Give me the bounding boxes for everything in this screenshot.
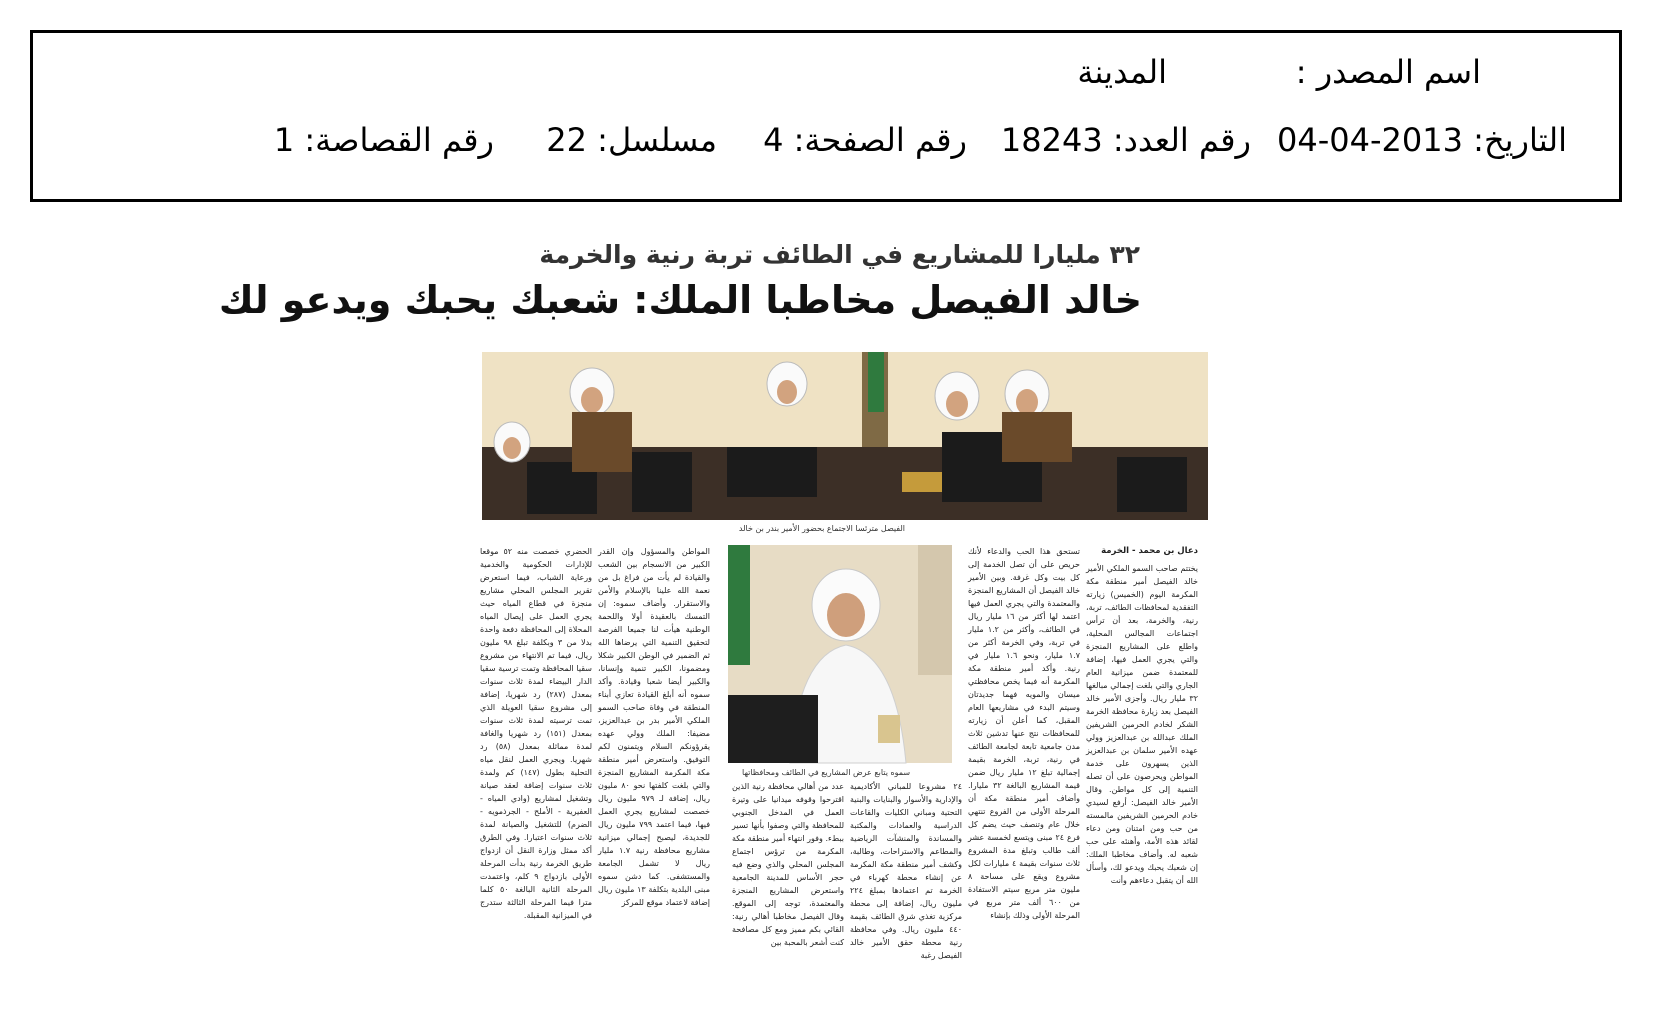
serial-field: مسلسل: 22	[546, 121, 717, 159]
article-column-1-text: يختتم صاحب السمو الملكي الأمير خالد الفيصل أمير منطقة مكة المكرمة اليوم (الخميس) زيارته التفقدية لمحافظات الطائف، تربة، رنية، والخرمة، بعد أن ترأس اجتماعات المجالس المحلية، واطلع على المشاريع المنجزة والتي يجري العمل فيها، إضافة للمعتمدة ضمن ميزانية العام الجاري والتي بلغت إجمالي مبالغها ٣٢ مليار ريال. وأجزى الأمير خالد الفيصل بعد زيارة محافظة الخرمة الشكر لخادم الحرمين الشريفين الملك عبدالله بن عبدالعزيز وولي عهده الأمير سلمان بن عبدالعزيز الذين يسهرون على خدمة المواطن ويحرصون على أن تصله التنمية إلى كل مواطن. وقال الأمير خالد الفيصل: أرفع لسيدي خادم الحرمين الشريفين مالمسته من حب ومن امتنان ومن دعاء لقائد هذه الأمة، وأهنئه على حب شعبه له. وأضاف مخاطبا الملك: إن شعبك يحبك ويدعو لك، وأسأل الله أن يتقبل دعاءهم وأنت	[1086, 564, 1198, 885]
article-headline: خالد الفيصل مخاطبا الملك: شعبك يحبك ويدعو لك	[218, 278, 1142, 322]
article-column-3	[850, 780, 962, 1030]
clipping-metadata-box	[30, 30, 1622, 202]
date-field: التاريخ: 2013-04-04	[1277, 121, 1567, 159]
meeting-photo	[482, 352, 1208, 520]
governor-inset-illustration	[728, 545, 952, 763]
article-column-6	[480, 545, 592, 1030]
article-column-3-text: ٢٤ مشروعا للمباني الأكاديمية والإدارية والأسوار والبنايات والبنية التحتية ومباني الكليات والقاعات الدراسية والعمادات والمكتبة والمساندة والمنشآت الرياضية والمطاعم والاستراحات، وطالبة، وكشف أمير منطقة مكة المكرمة عن إنشاء محطة كهرباء في الخرمة تم اعتمادها بمبلغ ٢٢٤ مليون ريال، إضافة إلى محطة مركزية تغذي شرق الطائف بقيمة ٤٤٠ مليون ريال. وفي محافظة رنية محطة حقق الأمير خالد الفيصل رغبة	[850, 782, 962, 960]
governor-inset-photo	[728, 545, 952, 763]
article-column-6-text: الحضري خصصت منه ٥٢ موقعا للإدارات الحكومية والخدمية ورعاية الشباب، فيما استعرض تقرير المجلس المحلي مشاريع منجزة في قطاع المياه حيث يجري العمل على إيصال المياه المحلاة إلى المحافظة دفعة واحدة بدلا من ٣ وبكلفة تبلغ ٩٨ مليون ريال، فيما تم الانتهاء من مشروع سقيا المحافظة وتمت ترسية سقيا الدار البيضاء لمدة ثلاث سنوات بمعدل (٢٨٧) رد شهريا، إضافة إلى مشروع سقيا العويلة الذي تمت ترسيته لمدة ثلاث سنوات بمعدل (١٥١) رد شهريا والغافة لمدة مماثلة بمعدل (٥٨) رد شهريا. ويجري العمل لنقل مياه التحلية بطول (١٤٧) كم ولمدة ثلاث سنوات إضافة لعقد صيانة وتشغيل لمشاريع (وادي المياه - العفيرية - الأملح - الجرذمويه - الضرم) للتشغيل والصيانة لمدة ثلاث سنوات اعتبارا. وفي الطرق أكد ممثل وزارة النقل أن ازدواج طريق الخرمة رنية بدأت المرحلة الأولى بازدواج ٩ كلم، واعتمدت المرحلة الثانية البالغة ٥٠ كلما مترا فيما المرحلة الثالثة ستدرج في الميزانية المقبلة.	[480, 547, 593, 920]
article-byline: دعال بن محمد - الخرمة	[1101, 546, 1198, 556]
source-label: اسم المصدر :	[1295, 53, 1481, 91]
article-kicker: ٣٢ مليارا للمشاريع في الطائف تربة رنية والخرمة	[539, 240, 1140, 269]
article-column-4-text: عدد من أهالي محافظة رنية الذين اقترحوا وقوفه ميدانيا على وتيرة العمل في المدخل الجنوبي للمحافظة والتي وصفوا بأنها تسير ببطء. وفور انتهاء أمير منطقة مكة المكرمة من ترؤس اجتماع المجلس المحلي والذي وضع فيه حجر الأساس للمدينة الجامعية واستعرض المشاريع المنجزة والمعتمدة، توجه إلى الموقع. وقال الفيصل مخاطبا أهالي رنية: القائي بكم مميز ومع كل مصافحة كنت أشعر بالمحبة بين	[732, 782, 844, 947]
article-column-1	[1086, 545, 1198, 1030]
article-column-5	[598, 545, 710, 1030]
article-column-2-text: تستحق هذا الحب والدعاء لأنك حريص على أن تصل الخدمة إلى كل بيت وكل غرفة. وبين الأمير خالد الفيصل أن المشاريع المنجزة والمعتمدة والتي يجري العمل فيها اعتمد لها أكثر من ١٦ مليار ريال في الطائف، وأكثر من ١.٢ مليار في تربة، وفي الخرمة أكثر من ١.٧ مليار، ونحو ١.٦ مليار في رنية. وأكد أمير منطقة مكة المكرمة أنه فيما يخص محافظتي ميسان والمويه فهما جديدتان وسيتم البدء في مشاريعها العام المقبل، كما أعلن أن زيارته للمحافظات نتج عنها تدشين ثلاث مدن جامعية تابعة لجامعة الطائف في رنية، تربة، الخرمة بقيمة إجمالية تبلغ ١٢ مليار ريال ضمن قيمة المشاريع البالغة ٣٢ مليارا. وأضاف أمير منطقة مكة أن المرحلة الأولى من الفروع تنتهي خلال عام وتنصف حيث يضم كل فرع ٢٤ مبنى ويتسع لخمسة عشر ألف طالب وتبلغ مدة المشروع ثلاث سنوات بقيمة ٤ مليارات لكل مشروع ويقع على مساحة ٨ مليون متر مربع سيتم الاستفادة من ٦٠٠ ألف متر مربع في المرحلة الأولى وذلك بإنشاء	[968, 547, 1081, 920]
inset-photo-caption: سموه يتابع عرض المشاريع في الطائف ومحافظاتها	[742, 768, 911, 777]
page-number-field: رقم الصفحة: 4	[763, 121, 967, 159]
article-column-2	[968, 545, 1080, 1030]
issue-number-field: رقم العدد: 18243	[1000, 121, 1251, 159]
clip-number-field: رقم القصاصة: 1	[273, 121, 494, 159]
newspaper-clipping	[218, 240, 1210, 1032]
main-photo-caption: الفيصل مترئسا الاجتماع بحضور الأمير بندر بن خالد	[738, 524, 905, 533]
article-column-5-text: المواطن والمسؤول وإن القدر الكبير من الانسجام بين الشعب والقيادة لم يأت من فراغ بل من نعمة الله علينا بالإسلام والأمن والاستقرار. وأضاف سموه: إن التمسك بالعقيدة أولا واللحمة الوطنية هيأت لنا جميعا الفرصة لتحقيق التنمية التي يرضاها الله ثم الضمير في الوطن الكبير شكلا ومضمونا، الكبير تنمية وإنسانا، والكبير أيضا شعبا وقيادة. وأكد سموه أنه أبلغ القيادة تعازي أبناء المنطقة في وفاة صاحب السمو الملكي الأمير بدر بن عبدالعزيز، مضيفا: الملك وولي عهده يقرؤونكم السلام ويتمنون لكم التوفيق. واستعرض أمير منطقة مكة المكرمة المشاريع المنجزة والتي بلغت كلفتها نحو ٨٠ مليون ريال، إضافة لـ ٩٧٩ مليون ريال خصصت لمشاريع يجري العمل فيها، فيما اعتمد ٧٩٩ مليون ريال للجديدة، ليصبح إجمالي ميزانية مشاريع محافظة رنية ١.٧ مليار ريال لا تشمل الجامعة والمستشفى. كما دشن سموه مبنى البلدية بتكلفة ١٣ مليون ريال إضافة لاعتماد موقع للمركز	[598, 547, 711, 907]
meeting-photo-illustration	[482, 352, 1208, 520]
source-value: المدينة	[1077, 53, 1167, 91]
article-column-4	[732, 780, 844, 1030]
